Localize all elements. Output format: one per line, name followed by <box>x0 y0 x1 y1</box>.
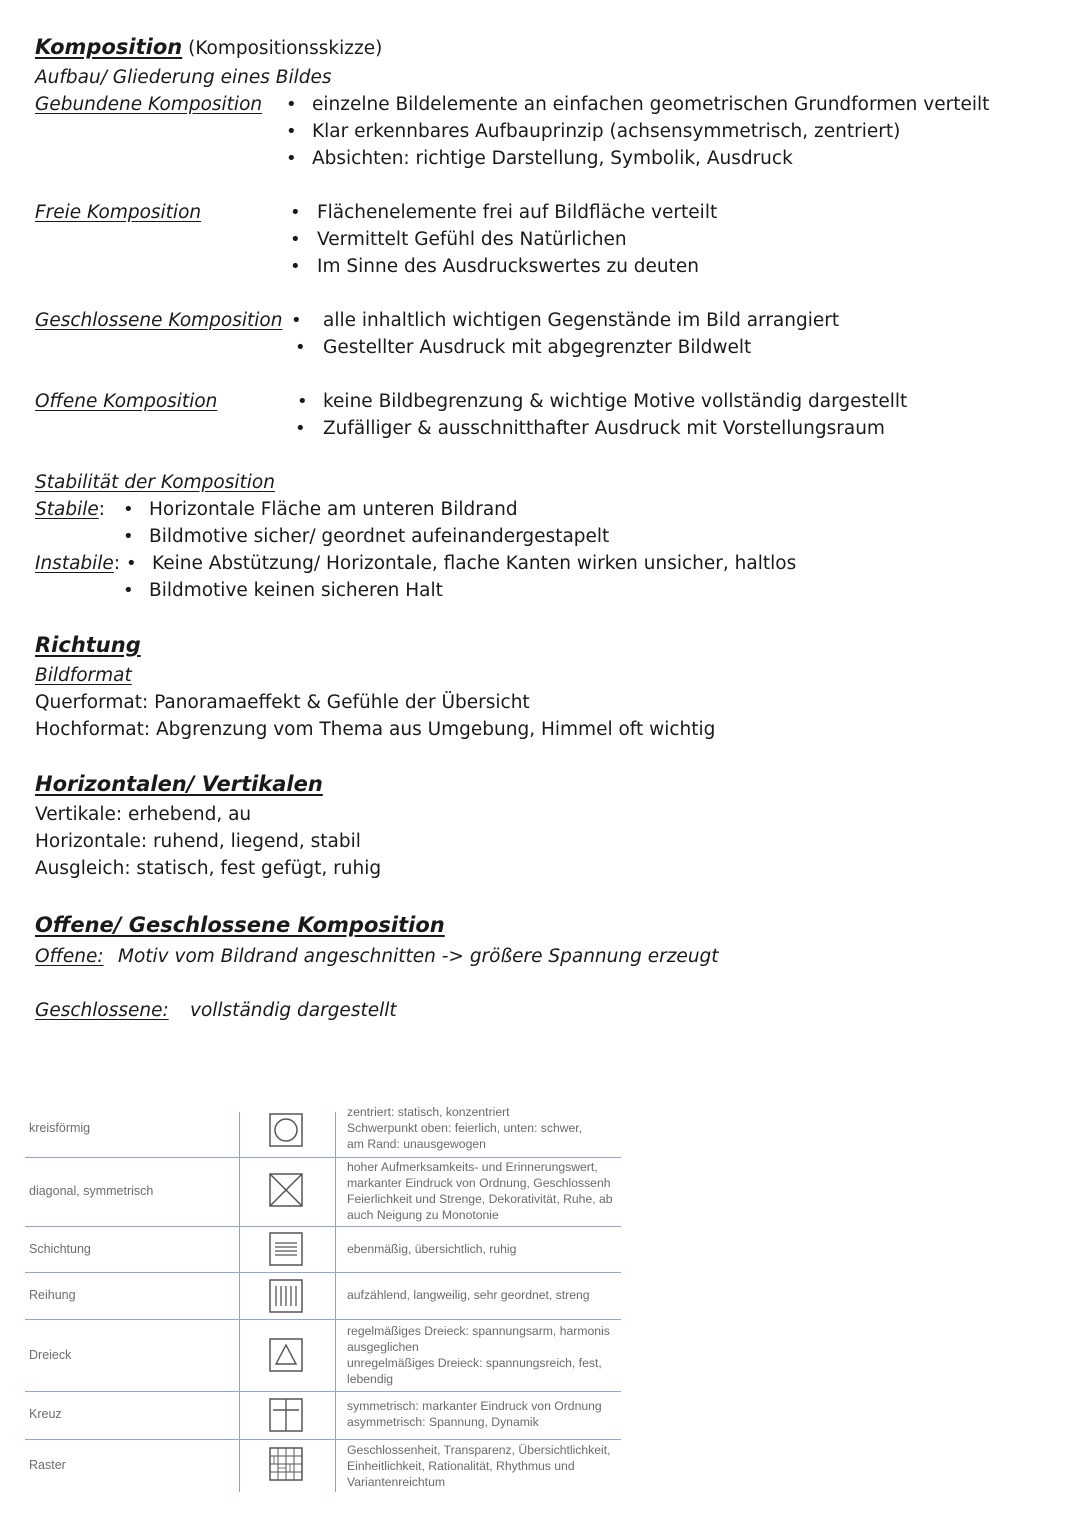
list-item: Zufälliger & ausschnitthafter Ausdruck mit Vorstellungsraum <box>323 418 885 439</box>
stabilitaet-title: Stabilität der Komposition <box>35 472 275 493</box>
row-label: Reihung <box>29 1288 76 1302</box>
list-item: Vermittelt Gefühl des Natürlichen <box>317 229 627 250</box>
list-item: Horizontale Fläche am unteren Bildrand <box>149 499 518 520</box>
geschlossene-label: Geschlossene: <box>35 1000 169 1021</box>
bullet-icon: • <box>286 121 297 142</box>
komposition-subtitle: Aufbau/ Gliederung eines Bildes <box>35 67 332 88</box>
horizontal-lines-icon <box>269 1232 303 1266</box>
list-item: Flächenelemente frei auf Bildfläche verteilt <box>317 202 718 223</box>
stabile-label-wrap: Stabile: <box>35 499 105 520</box>
instabile-label-wrap: Instabile: <box>35 553 121 574</box>
row-description: ebenmäßig, übersichtlich, ruhig <box>347 1242 517 1256</box>
richtung-title: Richtung <box>35 633 141 657</box>
section-label-geschlossene: Geschlossene Komposition <box>35 310 283 331</box>
table-row <box>25 1226 621 1272</box>
bullet-icon: • <box>123 499 134 520</box>
offene-label: Offene: <box>35 946 104 967</box>
bullet-icon: • <box>290 256 301 277</box>
bullet-icon: • <box>290 202 301 223</box>
grid-icon <box>269 1447 303 1481</box>
row-label: Schichtung <box>29 1242 91 1256</box>
bullet-icon: • <box>286 94 297 115</box>
vertical-lines-icon <box>269 1279 303 1313</box>
composition-table <box>25 1105 621 1492</box>
bullet-icon: • <box>286 148 297 169</box>
list-item: Bildmotive sicher/ geordnet aufeinandergestapelt <box>149 526 610 547</box>
text-line: Hochformat: Abgrenzung vom Thema aus Umgebung, Himmel oft wichtig <box>35 719 716 740</box>
text-line: Vertikale: erhebend, au <box>35 804 252 825</box>
horizontalen-title: Horizontalen/ Vertikalen <box>35 772 323 796</box>
bullet-icon: • <box>290 229 301 250</box>
row-label: Raster <box>29 1458 66 1472</box>
offen-geschlossen-title: Offene/ Geschlossene Komposition <box>35 913 445 937</box>
list-item: Im Sinne des Ausdruckswertes zu deuten <box>317 256 700 277</box>
bullet-icon: • <box>297 391 308 412</box>
row-description: symmetrisch: markanter Eindruck von Ordnung asymmetrisch: Spannung, Dynamik <box>347 1399 602 1429</box>
row-description: hoher Aufmerksamkeits- und Erinnerungswert, markanter Eindruck von Ordnung, Geschlossenh Feierlichkeit und Strenge, Dekorativität, Ruhe, ab auch Neigung zu Monotonie <box>347 1160 613 1222</box>
row-label: kreisförmig <box>29 1121 91 1135</box>
list-item: Bildmotive keinen sicheren Halt <box>149 580 443 601</box>
bullet-icon: • <box>291 310 302 331</box>
komposition-title-suffix: (Kompositionsskizze) <box>182 38 383 59</box>
row-description: zentriert: statisch, konzentriert Schwerpunkt oben: feierlich, unten: schwer, am Rand: unausgewogen <box>347 1105 583 1151</box>
row-description: regelmäßiges Dreieck: spannungsarm, harmonis ausgeglichen unregelmäßiges Dreieck: spannungsreich, fest, lebendig <box>347 1324 610 1386</box>
list-item: einzelne Bildelemente an einfachen geometrischen Grundformen verteilt <box>312 94 990 115</box>
offene-text: Motiv vom Bildrand angeschnitten -> größere Spannung erzeugt <box>118 946 719 967</box>
row-description: Geschlossenheit, Transparenz, Übersichtlichkeit, Einheitlichkeit, Rationalität, Rhythmus und Variantenreichtum <box>347 1443 611 1489</box>
section-label-freie: Freie Komposition <box>35 202 202 223</box>
row-label: diagonal, symmetrisch <box>29 1184 154 1198</box>
stabile-label: Stabile <box>35 499 99 520</box>
section-label-offene: Offene Komposition <box>35 391 218 412</box>
row-description: aufzählend, langweilig, sehr geordnet, streng <box>347 1288 590 1302</box>
table-row <box>25 1105 621 1156</box>
bullet-icon: • <box>123 580 134 601</box>
table-row <box>25 1391 621 1439</box>
cross-icon <box>269 1398 303 1432</box>
row-label: Dreieck <box>29 1348 72 1362</box>
table-row <box>25 1157 621 1226</box>
row-label: Kreuz <box>29 1407 62 1421</box>
bullet-icon: • <box>123 526 134 547</box>
bullet-icon: • <box>295 337 306 358</box>
geschlossene-text: vollständig dargestellt <box>190 1000 397 1021</box>
circle-icon <box>269 1113 303 1147</box>
list-item: Gestellter Ausdruck mit abgegrenzter Bildwelt <box>323 337 752 358</box>
diagonal-cross-icon <box>269 1173 303 1207</box>
table-row <box>25 1319 621 1391</box>
list-item: Absichten: richtige Darstellung, Symbolik, Ausdruck <box>312 148 793 169</box>
section-label-gebundene: Gebundene Komposition <box>35 94 263 115</box>
text-line: Ausgleich: statisch, fest gefügt, ruhig <box>35 858 382 879</box>
text-line: Horizontale: ruhend, liegend, stabil <box>35 831 361 852</box>
bildformat-label: Bildformat <box>35 665 132 686</box>
list-item: keine Bildbegrenzung & wichtige Motive vollständig dargestellt <box>323 391 908 412</box>
instabile-label: Instabile <box>35 553 114 574</box>
bullet-icon: • <box>295 418 306 439</box>
list-item: Klar erkennbares Aufbauprinzip (achsensymmetrisch, zentriert) <box>312 121 901 142</box>
komposition-heading <box>35 35 382 62</box>
list-item: alle inhaltlich wichtigen Gegenstände im Bild arrangiert <box>323 310 840 331</box>
list-item: Keine Abstützung/ Horizontale, flache Kanten wirken unsicher, haltlos <box>152 553 797 574</box>
table-row <box>25 1272 621 1319</box>
bullet-icon: • <box>126 553 137 574</box>
komposition-title: Komposition <box>35 35 183 59</box>
table-row <box>25 1439 621 1493</box>
triangle-icon <box>269 1338 303 1372</box>
text-line: Querformat: Panoramaeffekt & Gefühle der Übersicht <box>35 692 530 713</box>
